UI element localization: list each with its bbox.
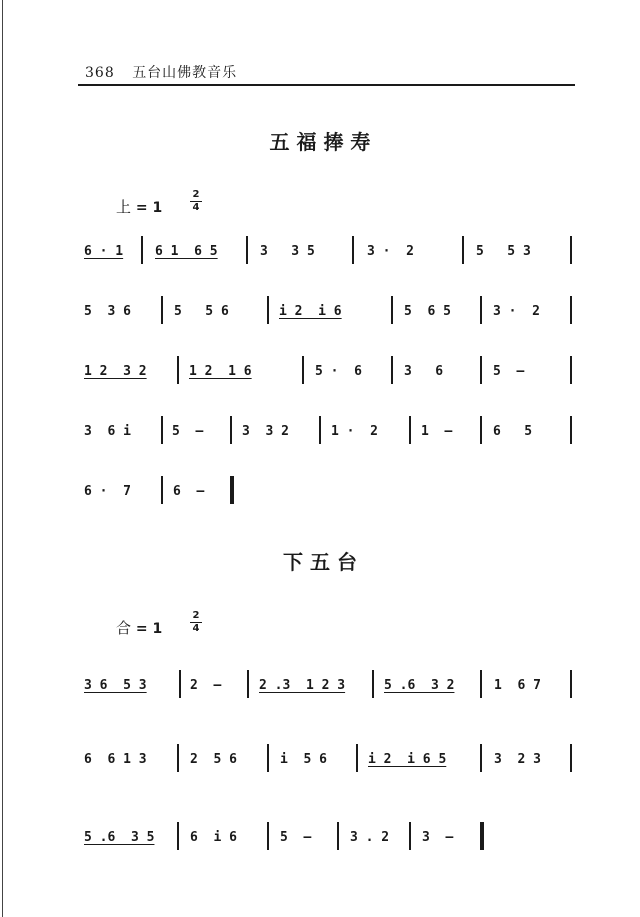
barline bbox=[391, 296, 393, 324]
barline bbox=[409, 416, 411, 444]
piece-title: 下 五 台 bbox=[283, 550, 357, 574]
measure: 3 6 i bbox=[84, 424, 131, 439]
measure: 1 6 7 bbox=[494, 678, 541, 693]
time-sig-top: 2 bbox=[192, 610, 200, 621]
measure: 3 6 bbox=[404, 364, 444, 379]
measure: i 5 6 bbox=[280, 752, 327, 767]
measure: 3 · 2 bbox=[367, 244, 414, 259]
measure: 5 — bbox=[280, 830, 312, 845]
time-signature bbox=[190, 190, 202, 213]
key-label: 合 bbox=[116, 619, 132, 637]
barline bbox=[177, 356, 179, 384]
barline bbox=[230, 416, 232, 444]
page-number: 368 bbox=[85, 65, 115, 81]
key-value: = 1 bbox=[135, 200, 163, 216]
measure: 5 .6 3 2 bbox=[384, 678, 455, 693]
barline bbox=[480, 356, 482, 384]
measure: 6 5 bbox=[493, 424, 533, 439]
barline bbox=[141, 236, 143, 264]
barline bbox=[319, 416, 321, 444]
barline bbox=[267, 822, 269, 850]
measure: 3 3 2 bbox=[242, 424, 289, 439]
measure: 1 · 2 bbox=[331, 424, 378, 439]
barline bbox=[161, 416, 163, 444]
key-signature bbox=[116, 617, 162, 638]
measure: 1 2 1 6 bbox=[189, 364, 252, 379]
measure: 3 . 2 bbox=[350, 830, 390, 845]
measure: 6 i 6 bbox=[190, 830, 237, 845]
measure: 5 — bbox=[172, 424, 204, 439]
measure: i 2 i 6 bbox=[279, 304, 342, 319]
barline bbox=[570, 236, 572, 264]
barline bbox=[177, 744, 179, 772]
barline bbox=[480, 416, 482, 444]
piece-title: 五 福 捧 寿 bbox=[269, 130, 371, 154]
barline bbox=[337, 822, 339, 850]
barline bbox=[372, 670, 374, 698]
barline bbox=[480, 296, 482, 324]
measure: 5 · 6 bbox=[315, 364, 362, 379]
notation-line bbox=[84, 302, 578, 326]
measure: 5 5 3 bbox=[476, 244, 531, 259]
notation-line bbox=[84, 422, 578, 446]
notation-line bbox=[84, 750, 578, 774]
notation-line bbox=[84, 828, 578, 852]
page-header bbox=[85, 62, 237, 82]
barline bbox=[480, 744, 482, 772]
barline bbox=[480, 670, 482, 698]
time-sig-top: 2 bbox=[192, 189, 200, 200]
book-title: 五台山佛教音乐 bbox=[132, 65, 238, 81]
time-sig-bottom: 4 bbox=[192, 202, 200, 213]
measure: 2 .3 1 2 3 bbox=[259, 678, 346, 693]
barline bbox=[267, 744, 269, 772]
measure: 5 3 6 bbox=[84, 304, 131, 319]
measure: 5 — bbox=[493, 364, 525, 379]
measure: 3 2 3 bbox=[494, 752, 541, 767]
measure: 5 5 6 bbox=[174, 304, 229, 319]
measure: 6 · 7 bbox=[84, 484, 131, 499]
barline bbox=[409, 822, 411, 850]
barline bbox=[570, 670, 572, 698]
key-signature bbox=[116, 196, 162, 217]
measure: 2 5 6 bbox=[190, 752, 237, 767]
measure: 3 — bbox=[422, 830, 454, 845]
barline bbox=[161, 476, 163, 504]
barline bbox=[179, 670, 181, 698]
measure: 1 — bbox=[421, 424, 453, 439]
notation-line bbox=[84, 242, 578, 266]
barline bbox=[391, 356, 393, 384]
barline bbox=[161, 296, 163, 324]
time-sig-bottom: 4 bbox=[192, 623, 200, 634]
measure: 3 · 2 bbox=[493, 304, 540, 319]
barline bbox=[352, 236, 354, 264]
key-label: 上 bbox=[116, 198, 132, 216]
measure: 1 2 3 2 bbox=[84, 364, 147, 379]
measure: 2 — bbox=[190, 678, 222, 693]
notation-line bbox=[84, 482, 578, 506]
header-rule bbox=[78, 84, 575, 86]
barline bbox=[356, 744, 358, 772]
measure: 6 · 1 bbox=[84, 244, 124, 259]
measure: 5 .6 3 5 bbox=[84, 830, 155, 845]
barline bbox=[267, 296, 269, 324]
measure: i 2 i 6 5 bbox=[368, 752, 447, 767]
final-barline bbox=[480, 822, 484, 850]
barline bbox=[570, 744, 572, 772]
barline bbox=[570, 356, 572, 384]
measure: 6 1 6 5 bbox=[155, 244, 218, 259]
barline bbox=[570, 416, 572, 444]
measure: 3 6 5 3 bbox=[84, 678, 147, 693]
measure: 6 6 1 3 bbox=[84, 752, 147, 767]
measure: 6 — bbox=[173, 484, 205, 499]
measure: 3 3 5 bbox=[260, 244, 315, 259]
key-value: = 1 bbox=[135, 621, 163, 637]
time-signature bbox=[190, 611, 202, 634]
barline bbox=[570, 296, 572, 324]
final-barline bbox=[230, 476, 234, 504]
notation-line bbox=[84, 362, 578, 386]
barline bbox=[246, 236, 248, 264]
barline bbox=[247, 670, 249, 698]
barline bbox=[302, 356, 304, 384]
notation-line bbox=[84, 676, 578, 700]
barline bbox=[177, 822, 179, 850]
measure: 5 6 5 bbox=[404, 304, 451, 319]
barline bbox=[462, 236, 464, 264]
